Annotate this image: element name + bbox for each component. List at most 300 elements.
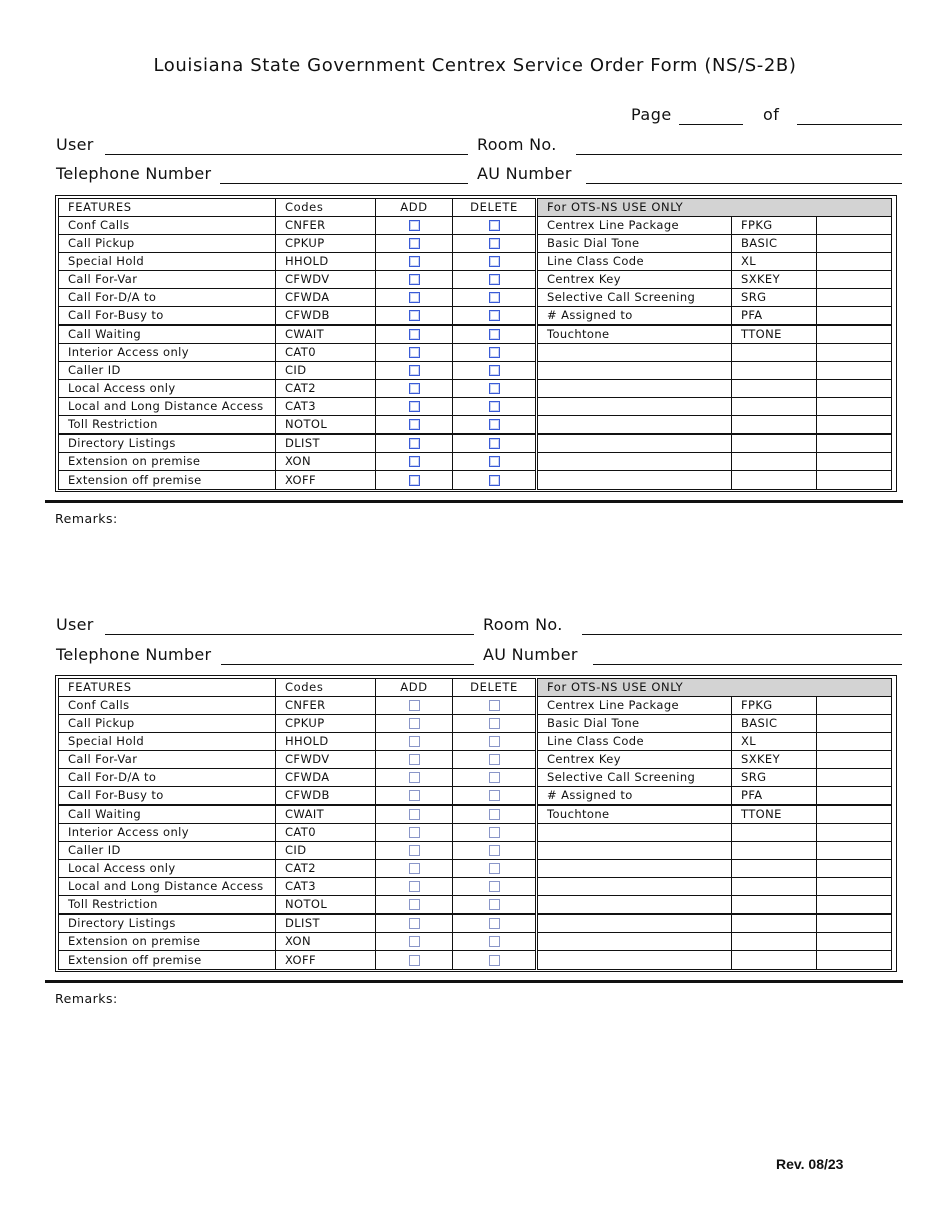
add-checkbox-cell [376,416,453,435]
feature-code: CFWDA [276,289,376,307]
add-checkbox[interactable] [409,863,420,874]
add-header: ADD [376,199,453,217]
add-checkbox-cell [376,805,453,824]
delete-checkbox-cell [453,733,537,751]
feature-code: CAT2 [276,860,376,878]
feature-code: CPKUP [276,235,376,253]
add-checkbox-cell [376,824,453,842]
add-checkbox[interactable] [409,700,420,711]
add-checkbox[interactable] [409,827,420,838]
section-divider [45,500,903,503]
ots-item-name: Centrex Line Package [537,217,732,235]
add-checkbox-cell [376,860,453,878]
ots-item-name: # Assigned to [537,787,732,806]
ots-value-field[interactable] [826,327,891,342]
table-row [59,860,892,878]
add-checkbox[interactable] [409,238,420,249]
add-checkbox-cell [376,471,453,490]
table-row [59,398,892,416]
feature-name: Interior Access only [59,824,276,842]
user-label: User [56,615,94,634]
add-checkbox[interactable] [409,329,420,340]
delete-checkbox[interactable] [489,772,500,783]
user-field[interactable] [105,616,474,635]
ots-empty-cell [817,951,892,970]
add-checkbox[interactable] [409,274,420,285]
add-checkbox-cell [376,235,453,253]
feature-code: XOFF [276,471,376,490]
add-checkbox[interactable] [409,456,420,467]
ots-empty-cell [732,896,817,915]
delete-checkbox[interactable] [489,401,500,412]
add-checkbox[interactable] [409,718,420,729]
ots-value-field[interactable] [826,290,891,305]
ots-value-field[interactable] [826,716,891,731]
ots-header: For OTS-NS USE ONLY [537,679,892,697]
page-total-field[interactable] [797,106,902,125]
feature-code: CFWDV [276,271,376,289]
ots-value-field[interactable] [826,218,891,233]
add-checkbox[interactable] [409,809,420,820]
room-field[interactable] [582,616,902,635]
delete-checkbox-cell [453,787,537,806]
feature-name: Call Pickup [59,715,276,733]
ots-empty-cell [537,362,732,380]
add-checkbox-cell [376,878,453,896]
add-checkbox-cell [376,434,453,453]
delete-checkbox[interactable] [489,256,500,267]
ots-item-code: TTONE [732,325,817,344]
ots-empty-cell [817,914,892,933]
ots-empty-cell [732,824,817,842]
ots-empty-cell [817,878,892,896]
ots-empty-cell [537,416,732,435]
ots-empty-cell [732,344,817,362]
add-checkbox[interactable] [409,383,420,394]
delete-checkbox-cell [453,398,537,416]
ots-value-field[interactable] [826,254,891,269]
ots-empty-cell [817,860,892,878]
room-label: Room No. [477,135,557,154]
delete-checkbox[interactable] [489,329,500,340]
add-checkbox[interactable] [409,955,420,966]
ots-empty-cell [817,453,892,471]
room-field[interactable] [576,136,902,155]
ots-item-code: TTONE [732,805,817,824]
add-checkbox[interactable] [409,936,420,947]
table-row [59,289,892,307]
delete-checkbox-cell [453,914,537,933]
ots-header: For OTS-NS USE ONLY [537,199,892,217]
ots-empty-cell [732,380,817,398]
ots-item-name: Centrex Key [537,271,732,289]
delete-checkbox[interactable] [489,790,500,801]
au-number-label: AU Number [477,164,572,183]
ots-item-code: BASIC [732,235,817,253]
ots-empty-cell [537,471,732,490]
add-header: ADD [376,679,453,697]
delete-checkbox-cell [453,697,537,715]
table-row [59,951,892,970]
delete-checkbox-cell [453,860,537,878]
add-checkbox-cell [376,697,453,715]
delete-checkbox[interactable] [489,347,500,358]
ots-value-field[interactable] [826,308,891,323]
ots-value-field[interactable] [826,807,891,822]
add-checkbox-cell [376,380,453,398]
ots-value-field[interactable] [826,752,891,767]
add-checkbox-cell [376,914,453,933]
delete-checkbox[interactable] [489,918,500,929]
ots-item-name: # Assigned to [537,307,732,326]
table-row [59,896,892,915]
delete-checkbox[interactable] [489,220,500,231]
ots-item-name: Basic Dial Tone [537,715,732,733]
ots-item-code: SRG [732,289,817,307]
table-row [59,416,892,435]
ots-item-code: SXKEY [732,271,817,289]
delete-checkbox-cell [453,751,537,769]
add-checkbox[interactable] [409,736,420,747]
section-divider [45,980,903,983]
ots-item-code: PFA [732,787,817,806]
delete-checkbox-cell [453,453,537,471]
ots-empty-cell [817,434,892,453]
feature-code: CFWDB [276,307,376,326]
ots-empty-cell [732,951,817,970]
delete-checkbox[interactable] [489,955,500,966]
add-checkbox[interactable] [409,292,420,303]
ots-item-code: SXKEY [732,751,817,769]
ots-value-cell [817,253,892,271]
add-checkbox[interactable] [409,310,420,321]
table-row [59,933,892,951]
add-checkbox[interactable] [409,365,420,376]
ots-empty-cell [732,878,817,896]
features-header: FEATURES [59,679,276,697]
add-checkbox[interactable] [409,256,420,267]
add-checkbox[interactable] [409,220,420,231]
add-checkbox[interactable] [409,754,420,765]
delete-checkbox[interactable] [489,292,500,303]
ots-value-cell [817,787,892,806]
feature-code: DLIST [276,914,376,933]
table-row [59,235,892,253]
feature-table [58,198,892,490]
delete-checkbox[interactable] [489,827,500,838]
table-row [59,842,892,860]
delete-checkbox[interactable] [489,700,500,711]
ots-empty-cell [732,860,817,878]
ots-item-name: Touchtone [537,325,732,344]
feature-code: CPKUP [276,715,376,733]
table-row [59,787,892,806]
ots-empty-cell [537,398,732,416]
ots-value-field[interactable] [826,734,891,749]
ots-empty-cell [732,933,817,951]
table-row [59,344,892,362]
ots-value-cell [817,271,892,289]
delete-header: DELETE [453,679,537,697]
delete-checkbox-cell [453,325,537,344]
add-checkbox-cell [376,769,453,787]
delete-checkbox[interactable] [489,310,500,321]
add-checkbox-cell [376,715,453,733]
ots-item-name: Line Class Code [537,733,732,751]
add-checkbox-cell [376,453,453,471]
au-number-field[interactable] [586,165,902,184]
table-row [59,769,892,787]
feature-name: Toll Restriction [59,416,276,435]
add-checkbox-cell [376,344,453,362]
feature-name: Directory Listings [59,914,276,933]
ots-empty-cell [537,860,732,878]
ots-empty-cell [732,362,817,380]
feature-name: Call Waiting [59,325,276,344]
feature-name: Call For-D/A to [59,289,276,307]
telephone-label: Telephone Number [56,164,212,183]
feature-code: CWAIT [276,805,376,824]
features-header: FEATURES [59,199,276,217]
delete-checkbox[interactable] [489,863,500,874]
feature-code: CNFER [276,697,376,715]
table-row [59,253,892,271]
table-row [59,914,892,933]
add-checkbox[interactable] [409,347,420,358]
add-checkbox[interactable] [409,475,420,486]
ots-empty-cell [817,416,892,435]
add-checkbox[interactable] [409,419,420,430]
delete-checkbox[interactable] [489,456,500,467]
add-checkbox[interactable] [409,772,420,783]
feature-name: Call Waiting [59,805,276,824]
delete-checkbox[interactable] [489,475,500,486]
feature-code: CID [276,362,376,380]
ots-empty-cell [537,951,732,970]
ots-empty-cell [817,842,892,860]
add-checkbox-cell [376,325,453,344]
add-checkbox-cell [376,896,453,915]
ots-item-name: Basic Dial Tone [537,235,732,253]
user-field[interactable] [105,136,468,155]
delete-checkbox-cell [453,253,537,271]
ots-empty-cell [817,344,892,362]
feature-code: CNFER [276,217,376,235]
ots-value-cell [817,289,892,307]
delete-checkbox-cell [453,933,537,951]
revision-label: Rev. 08/23 [776,1156,844,1172]
add-checkbox[interactable] [409,438,420,449]
ots-item-code: BASIC [732,715,817,733]
feature-name: Call For-Var [59,751,276,769]
ots-value-cell [817,235,892,253]
add-checkbox-cell [376,751,453,769]
delete-checkbox[interactable] [489,365,500,376]
ots-value-cell [817,325,892,344]
ots-value-cell [817,307,892,326]
feature-code: XON [276,933,376,951]
table-row [59,362,892,380]
page-number-field[interactable] [679,106,743,125]
delete-checkbox-cell [453,344,537,362]
ots-empty-cell [537,896,732,915]
feature-code: CWAIT [276,325,376,344]
add-checkbox[interactable] [409,918,420,929]
ots-empty-cell [537,380,732,398]
delete-checkbox-cell [453,471,537,490]
ots-item-code: FPKG [732,217,817,235]
feature-table-frame [55,195,897,492]
feature-code: CAT3 [276,398,376,416]
delete-checkbox[interactable] [489,936,500,947]
delete-checkbox[interactable] [489,809,500,820]
feature-name: Call For-Busy to [59,787,276,806]
feature-code: HHOLD [276,733,376,751]
feature-code: CAT2 [276,380,376,398]
ots-empty-cell [537,344,732,362]
ots-item-code: PFA [732,307,817,326]
add-checkbox-cell [376,787,453,806]
delete-checkbox-cell [453,271,537,289]
feature-name: Conf Calls [59,697,276,715]
delete-checkbox[interactable] [489,845,500,856]
feature-code: XON [276,453,376,471]
ots-empty-cell [817,933,892,951]
delete-checkbox[interactable] [489,881,500,892]
feature-name: Call Pickup [59,235,276,253]
table-row [59,733,892,751]
table-header-row [59,679,892,697]
delete-header: DELETE [453,199,537,217]
ots-empty-cell [817,380,892,398]
au-number-field[interactable] [593,646,902,665]
ots-empty-cell [537,434,732,453]
feature-name: Extension on premise [59,933,276,951]
table-row [59,434,892,453]
ots-item-name: Centrex Line Package [537,697,732,715]
delete-checkbox[interactable] [489,419,500,430]
feature-name: Toll Restriction [59,896,276,915]
table-header-row [59,199,892,217]
ots-value-field[interactable] [826,272,891,287]
ots-empty-cell [732,416,817,435]
ots-value-field[interactable] [826,698,891,713]
table-row [59,380,892,398]
feature-name: Directory Listings [59,434,276,453]
ots-value-cell [817,697,892,715]
of-label: of [763,105,780,124]
delete-checkbox[interactable] [489,736,500,747]
remarks-label: Remarks: [55,511,118,526]
ots-empty-cell [732,914,817,933]
feature-code: CAT3 [276,878,376,896]
delete-checkbox-cell [453,951,537,970]
ots-value-cell [817,715,892,733]
add-checkbox[interactable] [409,881,420,892]
ots-value-field[interactable] [826,770,891,785]
table-row [59,307,892,326]
ots-value-field[interactable] [826,236,891,251]
add-checkbox[interactable] [409,845,420,856]
table-row [59,805,892,824]
delete-checkbox[interactable] [489,754,500,765]
add-checkbox[interactable] [409,790,420,801]
feature-code: CAT0 [276,344,376,362]
feature-code: CFWDV [276,751,376,769]
add-checkbox-cell [376,733,453,751]
codes-header: Codes [276,199,376,217]
feature-name: Conf Calls [59,217,276,235]
add-checkbox[interactable] [409,401,420,412]
table-row [59,217,892,235]
feature-name: Caller ID [59,362,276,380]
ots-empty-cell [537,842,732,860]
feature-code: CAT0 [276,824,376,842]
ots-empty-cell [732,398,817,416]
ots-empty-cell [817,398,892,416]
ots-empty-cell [537,824,732,842]
feature-name: Local and Long Distance Access [59,398,276,416]
table-row [59,824,892,842]
delete-checkbox-cell [453,842,537,860]
add-checkbox-cell [376,398,453,416]
ots-empty-cell [817,471,892,490]
feature-code: DLIST [276,434,376,453]
delete-checkbox-cell [453,307,537,326]
telephone-field[interactable] [220,165,468,184]
ots-value-cell [817,769,892,787]
delete-checkbox-cell [453,805,537,824]
telephone-field[interactable] [221,646,474,665]
ots-item-name: Selective Call Screening [537,769,732,787]
feature-name: Interior Access only [59,344,276,362]
ots-item-code: FPKG [732,697,817,715]
au-number-label: AU Number [483,645,578,664]
delete-checkbox-cell [453,235,537,253]
delete-checkbox-cell [453,769,537,787]
ots-value-field[interactable] [826,788,891,803]
ots-item-code: XL [732,733,817,751]
delete-checkbox[interactable] [489,718,500,729]
delete-checkbox-cell [453,217,537,235]
feature-code: HHOLD [276,253,376,271]
ots-item-name: Line Class Code [537,253,732,271]
delete-checkbox[interactable] [489,899,500,910]
add-checkbox[interactable] [409,899,420,910]
table-row [59,453,892,471]
delete-checkbox[interactable] [489,238,500,249]
remarks-label: Remarks: [55,991,118,1006]
table-row [59,471,892,490]
table-row [59,878,892,896]
feature-code: CID [276,842,376,860]
delete-checkbox[interactable] [489,274,500,285]
feature-name: Special Hold [59,253,276,271]
delete-checkbox-cell [453,362,537,380]
feature-name: Extension off premise [59,471,276,490]
ots-item-name: Centrex Key [537,751,732,769]
feature-code: CFWDB [276,787,376,806]
feature-name: Special Hold [59,733,276,751]
delete-checkbox[interactable] [489,438,500,449]
delete-checkbox-cell [453,380,537,398]
delete-checkbox-cell [453,434,537,453]
feature-name: Extension on premise [59,453,276,471]
add-checkbox-cell [376,842,453,860]
delete-checkbox[interactable] [489,383,500,394]
feature-name: Local Access only [59,860,276,878]
add-checkbox-cell [376,951,453,970]
